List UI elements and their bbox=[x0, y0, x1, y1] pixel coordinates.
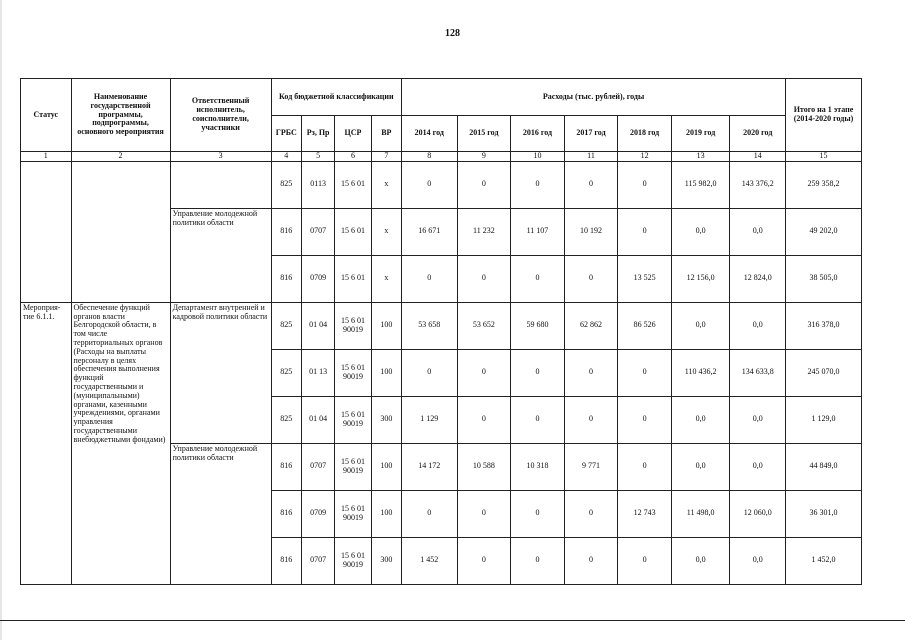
value-2015: 0 bbox=[457, 255, 511, 302]
value-2019: 0,0 bbox=[671, 396, 730, 443]
value-2015: 53 652 bbox=[457, 302, 511, 349]
grbs-cell: 816 bbox=[271, 255, 301, 302]
value-2015: 0 bbox=[457, 161, 511, 208]
value-2019: 0,0 bbox=[671, 302, 730, 349]
grbs-cell: 825 bbox=[271, 302, 301, 349]
event-name: Обеспечение функций органов власти Белгородской области, в том числе территориальных органов (Расходы на выплаты персоналу в целях обеспечения выполнения функций государственными и (муниципальными) органами, казенными учреждениями, органами управления государственными внебюджетными фондами) bbox=[71, 302, 170, 584]
value-2015: 10 588 bbox=[457, 443, 511, 490]
value-total: 1 129,0 bbox=[786, 396, 862, 443]
value-total: 38 505,0 bbox=[786, 255, 862, 302]
value-2016: 11 107 bbox=[511, 208, 565, 255]
value-2017: 0 bbox=[564, 161, 618, 208]
value-2015: 0 bbox=[457, 490, 511, 537]
vr-cell: х bbox=[371, 161, 401, 208]
value-2014: 1 452 bbox=[402, 537, 458, 584]
col-number: 2 bbox=[71, 152, 170, 162]
participant-youth-policy: Управление молодежной политики области bbox=[170, 208, 271, 302]
value-2014: 14 172 bbox=[402, 443, 458, 490]
header-year-2019: 2019 год bbox=[671, 116, 730, 152]
csr-cell: 15 6 01 90019 bbox=[335, 349, 371, 396]
column-number-row bbox=[21, 152, 862, 162]
vr-cell: 100 bbox=[371, 302, 401, 349]
rzpr-cell: 0707 bbox=[301, 443, 334, 490]
col-number: 5 bbox=[301, 152, 334, 162]
col-number: 11 bbox=[564, 152, 618, 162]
value-2020: 0,0 bbox=[730, 396, 786, 443]
vr-cell: х bbox=[371, 255, 401, 302]
value-2015: 0 bbox=[457, 349, 511, 396]
header-year-2014: 2014 год bbox=[402, 116, 458, 152]
value-2014: 0 bbox=[402, 255, 458, 302]
col-number: 3 bbox=[170, 152, 271, 162]
header-csr: ЦСР bbox=[335, 116, 371, 152]
value-2017: 9 771 bbox=[564, 443, 618, 490]
col-number: 14 bbox=[730, 152, 786, 162]
value-2017: 0 bbox=[564, 490, 618, 537]
vr-cell: 100 bbox=[371, 443, 401, 490]
col-number: 10 bbox=[511, 152, 565, 162]
header-name: Наименование государственной программы, подпрограммы, основного мероприятия bbox=[71, 79, 170, 152]
value-2020: 143 376,2 bbox=[730, 161, 786, 208]
header-year-2016: 2016 год bbox=[511, 116, 565, 152]
col-number: 1 bbox=[21, 152, 72, 162]
header-status: Статус bbox=[21, 79, 72, 152]
value-2016: 59 680 bbox=[511, 302, 565, 349]
value-2018: 0 bbox=[618, 208, 672, 255]
value-2017: 10 192 bbox=[564, 208, 618, 255]
value-2019: 0,0 bbox=[671, 443, 730, 490]
csr-cell: 15 6 01 90019 bbox=[335, 490, 371, 537]
value-2015: 0 bbox=[457, 396, 511, 443]
value-2020: 12 824,0 bbox=[730, 255, 786, 302]
participant-cell bbox=[170, 161, 271, 208]
value-2019: 115 982,0 bbox=[671, 161, 730, 208]
col-number: 4 bbox=[271, 152, 301, 162]
value-2017: 62 862 bbox=[564, 302, 618, 349]
status-cell bbox=[21, 161, 72, 302]
value-total: 44 849,0 bbox=[786, 443, 862, 490]
table-body bbox=[21, 161, 862, 584]
value-total: 245 070,0 bbox=[786, 349, 862, 396]
grbs-cell: 825 bbox=[271, 349, 301, 396]
value-2014: 1 129 bbox=[402, 396, 458, 443]
value-total: 49 202,0 bbox=[786, 208, 862, 255]
rzpr-cell: 0707 bbox=[301, 208, 334, 255]
rzpr-cell: 01 04 bbox=[301, 396, 334, 443]
value-2017: 0 bbox=[564, 349, 618, 396]
table-row bbox=[21, 161, 862, 208]
value-total: 36 301,0 bbox=[786, 490, 862, 537]
value-2016: 0 bbox=[511, 255, 565, 302]
page-number: 128 bbox=[445, 28, 460, 39]
csr-cell: 15 6 01 90019 bbox=[335, 302, 371, 349]
value-2014: 0 bbox=[402, 349, 458, 396]
budget-table bbox=[20, 78, 862, 585]
csr-cell: 15 6 01 90019 bbox=[335, 537, 371, 584]
value-2016: 10 318 bbox=[511, 443, 565, 490]
header-vr: ВР bbox=[371, 116, 401, 152]
participant-youth-policy: Управление молодежной политики области bbox=[170, 443, 271, 584]
value-total: 316 378,0 bbox=[786, 302, 862, 349]
value-2018: 12 743 bbox=[618, 490, 672, 537]
rzpr-cell: 01 04 bbox=[301, 302, 334, 349]
rzpr-cell: 01 13 bbox=[301, 349, 334, 396]
grbs-cell: 816 bbox=[271, 490, 301, 537]
value-2018: 0 bbox=[618, 396, 672, 443]
vr-cell: 100 bbox=[371, 349, 401, 396]
vr-cell: х bbox=[371, 208, 401, 255]
value-2016: 0 bbox=[511, 490, 565, 537]
value-2020: 0,0 bbox=[730, 537, 786, 584]
value-2014: 0 bbox=[402, 490, 458, 537]
value-2018: 86 526 bbox=[618, 302, 672, 349]
table-row bbox=[21, 302, 862, 349]
col-number: 12 bbox=[618, 152, 672, 162]
header-year-2017: 2017 год bbox=[564, 116, 618, 152]
header-grbs: ГРБС bbox=[271, 116, 301, 152]
value-2020: 0,0 bbox=[730, 302, 786, 349]
grbs-cell: 816 bbox=[271, 208, 301, 255]
value-total: 1 452,0 bbox=[786, 537, 862, 584]
grbs-cell: 825 bbox=[271, 161, 301, 208]
value-2020: 0,0 bbox=[730, 208, 786, 255]
rzpr-cell: 0707 bbox=[301, 537, 334, 584]
vr-cell: 300 bbox=[371, 537, 401, 584]
csr-cell: 15 6 01 90019 bbox=[335, 396, 371, 443]
header-year-2015: 2015 год bbox=[457, 116, 511, 152]
value-2019: 12 156,0 bbox=[671, 255, 730, 302]
participant-hr-department: Департамент внутренней и кадровой политики области bbox=[170, 302, 271, 443]
value-2019: 11 498,0 bbox=[671, 490, 730, 537]
value-2018: 0 bbox=[618, 161, 672, 208]
value-2014: 0 bbox=[402, 161, 458, 208]
rzpr-cell: 0113 bbox=[301, 161, 334, 208]
rzpr-cell: 0709 bbox=[301, 255, 334, 302]
bottom-rule bbox=[0, 620, 905, 621]
col-number: 13 bbox=[671, 152, 730, 162]
value-2020: 12 060,0 bbox=[730, 490, 786, 537]
csr-cell: 15 6 01 bbox=[335, 208, 371, 255]
header-rzpr: Рз, Пр bbox=[301, 116, 334, 152]
name-cell bbox=[71, 161, 170, 302]
scan-edge bbox=[0, 0, 2, 640]
header-year-2018: 2018 год bbox=[618, 116, 672, 152]
value-2019: 0,0 bbox=[671, 537, 730, 584]
value-2017: 0 bbox=[564, 396, 618, 443]
value-2015: 11 232 bbox=[457, 208, 511, 255]
header-total: Итого на 1 этапе (2014-2020 годы) bbox=[786, 79, 862, 152]
value-2017: 0 bbox=[564, 255, 618, 302]
value-2014: 53 658 bbox=[402, 302, 458, 349]
value-2014: 16 671 bbox=[402, 208, 458, 255]
value-2015: 0 bbox=[457, 537, 511, 584]
col-number: 9 bbox=[457, 152, 511, 162]
csr-cell: 15 6 01 90019 bbox=[335, 443, 371, 490]
grbs-cell: 825 bbox=[271, 396, 301, 443]
value-2018: 0 bbox=[618, 537, 672, 584]
vr-cell: 100 bbox=[371, 490, 401, 537]
vr-cell: 300 bbox=[371, 396, 401, 443]
csr-cell: 15 6 01 bbox=[335, 255, 371, 302]
csr-cell: 15 6 01 bbox=[335, 161, 371, 208]
value-2020: 0,0 bbox=[730, 443, 786, 490]
header-budget-code: Код бюджетной классификации bbox=[271, 79, 401, 116]
value-2019: 110 436,2 bbox=[671, 349, 730, 396]
value-2016: 0 bbox=[511, 349, 565, 396]
header-responsible: Ответственный исполнитель, соисполнители, участники bbox=[170, 79, 271, 152]
header-year-2020: 2020 год bbox=[730, 116, 786, 152]
value-2016: 0 bbox=[511, 537, 565, 584]
value-2018: 0 bbox=[618, 443, 672, 490]
grbs-cell: 816 bbox=[271, 443, 301, 490]
col-number: 15 bbox=[786, 152, 862, 162]
value-2016: 0 bbox=[511, 161, 565, 208]
status-event: Мероприя-тие 6.1.1. bbox=[21, 302, 72, 584]
value-2018: 13 525 bbox=[618, 255, 672, 302]
header-expenses: Расходы (тыс. рублей), годы bbox=[402, 79, 786, 116]
col-number: 7 bbox=[371, 152, 401, 162]
value-2019: 0,0 bbox=[671, 208, 730, 255]
col-number: 6 bbox=[335, 152, 371, 162]
value-2018: 0 bbox=[618, 349, 672, 396]
rzpr-cell: 0709 bbox=[301, 490, 334, 537]
grbs-cell: 816 bbox=[271, 537, 301, 584]
col-number: 8 bbox=[402, 152, 458, 162]
value-2016: 0 bbox=[511, 396, 565, 443]
value-2020: 134 633,8 bbox=[730, 349, 786, 396]
value-total: 259 358,2 bbox=[786, 161, 862, 208]
value-2017: 0 bbox=[564, 537, 618, 584]
